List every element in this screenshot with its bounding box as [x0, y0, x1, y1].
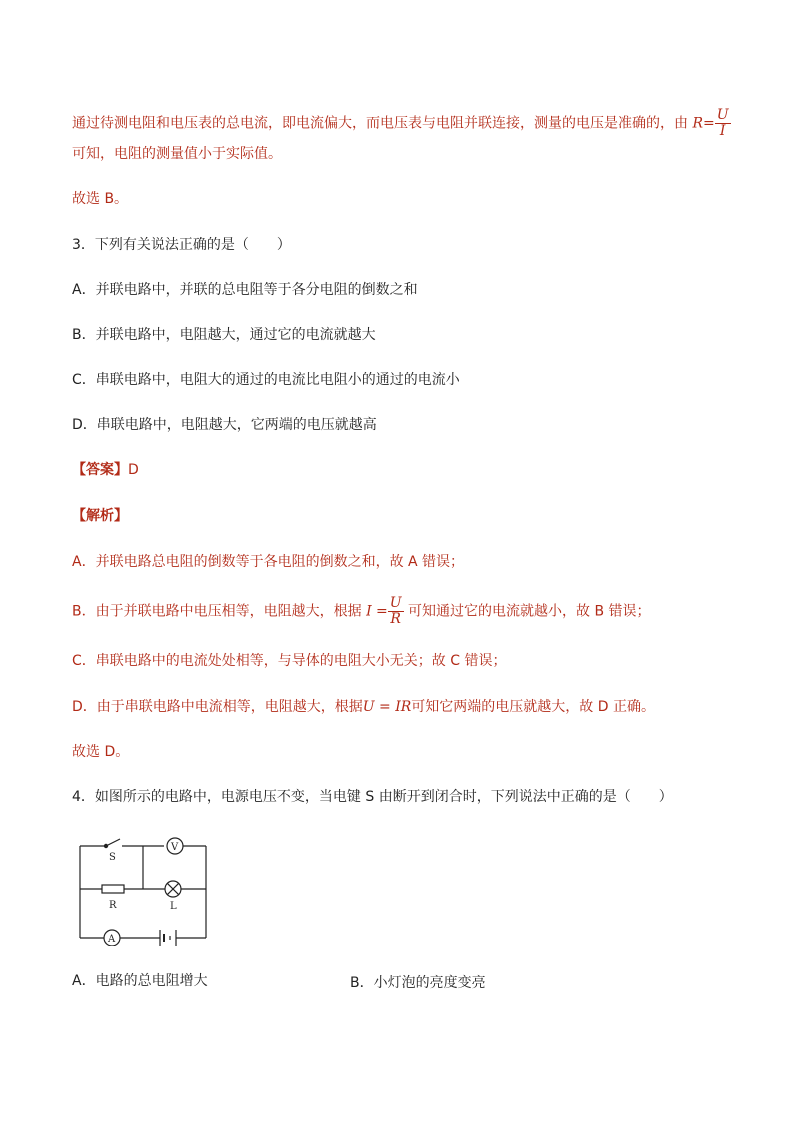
resistor-label: R [109, 900, 117, 911]
switch-blade [106, 839, 120, 846]
prev-choose: 故选 B。 [72, 191, 129, 207]
q3-analysis-label: 【解析】 [72, 508, 128, 524]
q3-stem: 3．下列有关说法正确的是（ ） [72, 237, 291, 253]
lamp-label: L [170, 901, 177, 912]
prev-explanation-line1: 通过待测电阻和电压表的总电流，即电流偏大，而电压表与电阻并联连接，测量的电压是准确的，由 R= $\frac{U}{I}$ [72, 107, 729, 139]
q3-answer: 【答案】D [72, 462, 139, 478]
q3-analysis-a: A．并联电路总电阻的倒数等于各电阻的倒数之和，故 A 错误； [72, 554, 465, 570]
formula-u-over-i: $\frac{U}{I}$ [716, 107, 729, 139]
prev-explanation-line2: 可知，电阻的测量值小于实际值。 [72, 146, 282, 162]
q3-analysis-b: B．由于并联电路中电压相等，电阻越大，根据 I = $\frac{U}{R}$ 可知通过它的电流就越小，故 B 错误； [72, 595, 651, 627]
q3-option-a: A．并联电路中，并联的总电阻等于各分电阻的倒数之和 [72, 282, 418, 298]
q3-analysis-d: D．由于串联电路中电流相等，电阻越大，根据U = IR可知它两端的电压就越大，故 D 正确。 [72, 699, 655, 715]
q3-analysis-c: C．串联电路中的电流处处相等，与导体的电阻大小无关；故 C 错误； [72, 653, 507, 669]
switch-label: S [109, 852, 116, 863]
ammeter-label: A [108, 934, 116, 945]
q4-stem: 4．如图所示的电路中，电源电压不变，当电键 S 由断开到闭合时，下列说法中正确的是（ ） [72, 789, 673, 805]
q4-option-b: B．小灯泡的亮度变亮 [350, 975, 486, 991]
voltmeter-label: V [171, 842, 179, 853]
q3-choose: 故选 D。 [72, 744, 130, 760]
formula-u-over-r: $\frac{U}{R}$ [389, 595, 402, 627]
q3-option-d: D．串联电路中，电阻越大，它两端的电压就越高 [72, 417, 377, 433]
q3-option-b: B．并联电路中，电阻越大，通过它的电流就越大 [72, 327, 376, 343]
q3-option-c: C．串联电路中，电阻大的通过的电流比电阻小的通过的电流小 [72, 372, 460, 388]
circuit-diagram [76, 834, 216, 946]
formula-r-lhs: R= [692, 115, 715, 132]
resistor-icon [102, 885, 124, 893]
q4-option-a: A．电路的总电阻增大 [72, 973, 208, 989]
